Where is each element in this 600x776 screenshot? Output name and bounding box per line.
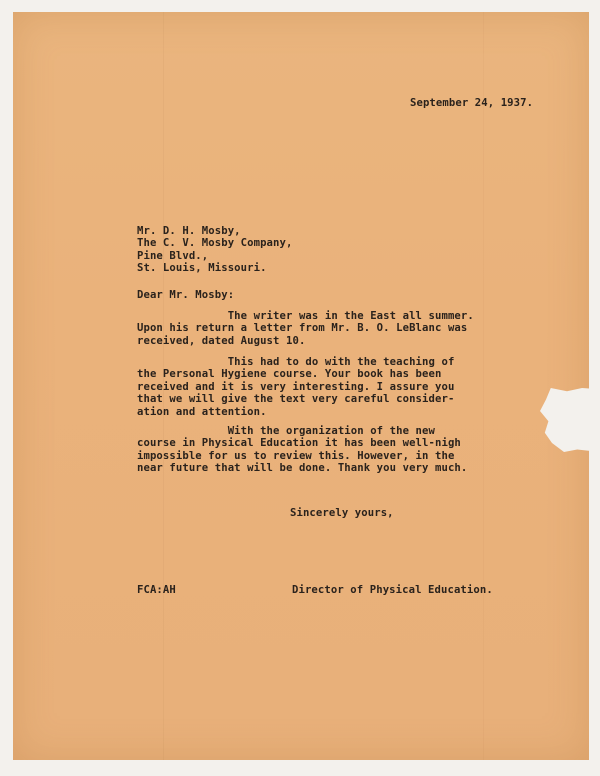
paragraph-line: that we will give the text very careful consider- xyxy=(137,393,455,406)
body-paragraph-1 xyxy=(137,310,474,347)
address-line: Pine Blvd., xyxy=(137,249,209,262)
paragraph-line: near future that will be done. Thank you very much. xyxy=(137,462,468,475)
typist-initials: FCA:AH xyxy=(137,584,176,596)
letter-date: September 24, 1937. xyxy=(410,97,534,109)
paragraph-line: received and it is very interesting. I assure you xyxy=(137,380,455,393)
address-line: St. Louis, Missouri. xyxy=(137,262,267,275)
paragraph-line: ation and attention. xyxy=(137,405,267,418)
paragraph-line: The writer was in the East all summer. xyxy=(137,310,474,322)
paragraph-line: Upon his return a letter from Mr. B. O. LeBlanc was xyxy=(137,322,468,335)
paragraph-line: received, dated August 10. xyxy=(137,334,306,347)
paragraph-line: impossible for us to review this. However, in the xyxy=(137,449,455,462)
address-line: The C. V. Mosby Company, xyxy=(137,237,293,250)
body-paragraph-2 xyxy=(137,356,454,418)
paragraph-line: the Personal Hygiene course. Your book has been xyxy=(137,368,442,381)
paragraph-line: With the organization of the new xyxy=(137,425,435,437)
paper-crease xyxy=(483,12,484,760)
paragraph-line: This had to do with the teaching of xyxy=(137,356,455,368)
address-line: Mr. D. H. Mosby, xyxy=(137,225,241,237)
body-paragraph-3 xyxy=(137,425,467,475)
closing: Sincerely yours, xyxy=(290,507,394,519)
recipient-address xyxy=(137,225,292,275)
signature-title: Director of Physical Education. xyxy=(292,584,493,596)
salutation: Dear Mr. Mosby: xyxy=(137,289,235,301)
paragraph-line: course in Physical Education it has been well-nigh xyxy=(137,437,461,450)
